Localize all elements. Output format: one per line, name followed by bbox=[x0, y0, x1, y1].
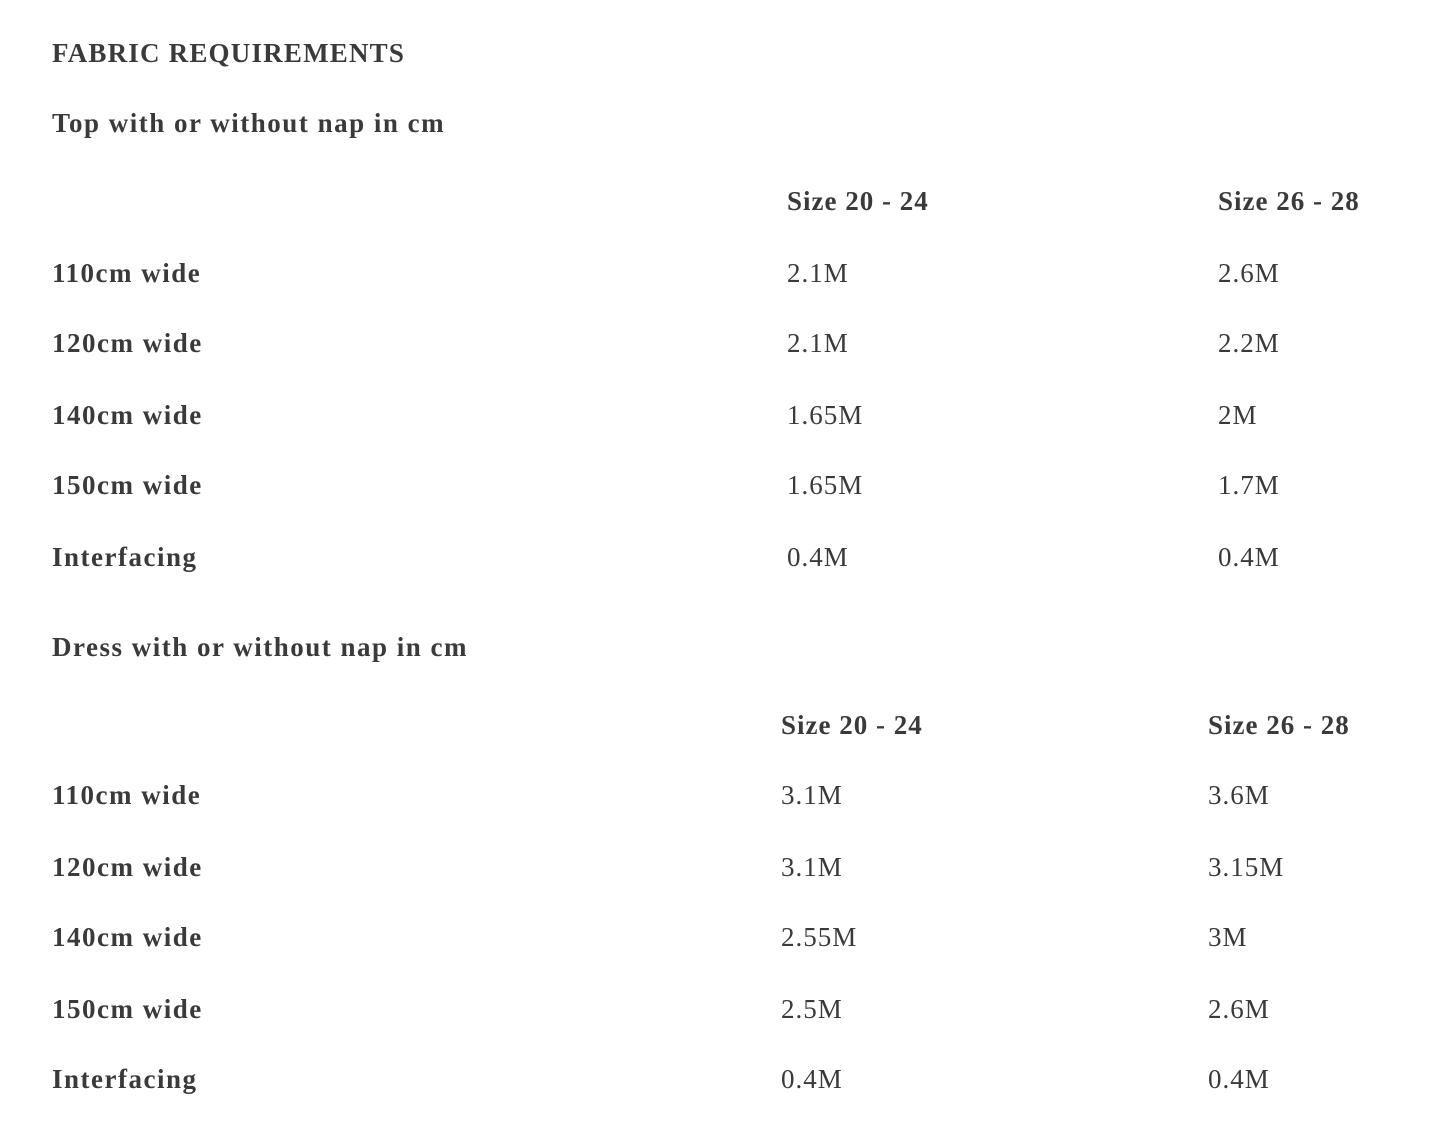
dress-cell-value: 2.6M bbox=[1208, 994, 1270, 1024]
dress-cell-value: 0.4M bbox=[1208, 1064, 1270, 1094]
dress-row-label: 110cm wide bbox=[52, 780, 202, 810]
top-row-label: Interfacing bbox=[52, 542, 198, 572]
top-section-heading: Top with or without nap in cm bbox=[52, 108, 446, 138]
page-title: FABRIC REQUIREMENTS bbox=[52, 38, 406, 68]
dress-column-header-size-26-28: Size 26 - 28 bbox=[1208, 710, 1350, 740]
dress-cell-value: 2.5M bbox=[781, 994, 843, 1024]
top-row-label: 120cm wide bbox=[52, 328, 203, 358]
top-cell-value: 1.65M bbox=[787, 470, 864, 500]
top-cell-value: 2.1M bbox=[787, 328, 849, 358]
dress-cell-value: 3.15M bbox=[1208, 852, 1285, 882]
dress-row-label: 140cm wide bbox=[52, 922, 203, 952]
top-cell-value: 2M bbox=[1218, 400, 1258, 430]
top-cell-value: 2.2M bbox=[1218, 328, 1280, 358]
dress-row-label: 120cm wide bbox=[52, 852, 203, 882]
top-cell-value: 2.6M bbox=[1218, 258, 1280, 288]
dress-cell-value: 3.6M bbox=[1208, 780, 1270, 810]
dress-cell-value: 2.55M bbox=[781, 922, 858, 952]
top-column-header-size-26-28: Size 26 - 28 bbox=[1218, 186, 1360, 216]
top-cell-value: 2.1M bbox=[787, 258, 849, 288]
top-row-label: 110cm wide bbox=[52, 258, 202, 288]
dress-column-header-size-20-24: Size 20 - 24 bbox=[781, 710, 923, 740]
top-row-label: 150cm wide bbox=[52, 470, 203, 500]
top-column-header-size-20-24: Size 20 - 24 bbox=[787, 186, 929, 216]
top-cell-value: 1.7M bbox=[1218, 470, 1280, 500]
top-cell-value: 0.4M bbox=[1218, 542, 1280, 572]
dress-row-label: Interfacing bbox=[52, 1064, 198, 1094]
dress-section-heading: Dress with or without nap in cm bbox=[52, 632, 469, 662]
top-cell-value: 1.65M bbox=[787, 400, 864, 430]
dress-cell-value: 0.4M bbox=[781, 1064, 843, 1094]
top-row-label: 140cm wide bbox=[52, 400, 203, 430]
top-cell-value: 0.4M bbox=[787, 542, 849, 572]
dress-cell-value: 3.1M bbox=[781, 852, 843, 882]
dress-cell-value: 3M bbox=[1208, 922, 1248, 952]
dress-cell-value: 3.1M bbox=[781, 780, 843, 810]
dress-row-label: 150cm wide bbox=[52, 994, 203, 1024]
